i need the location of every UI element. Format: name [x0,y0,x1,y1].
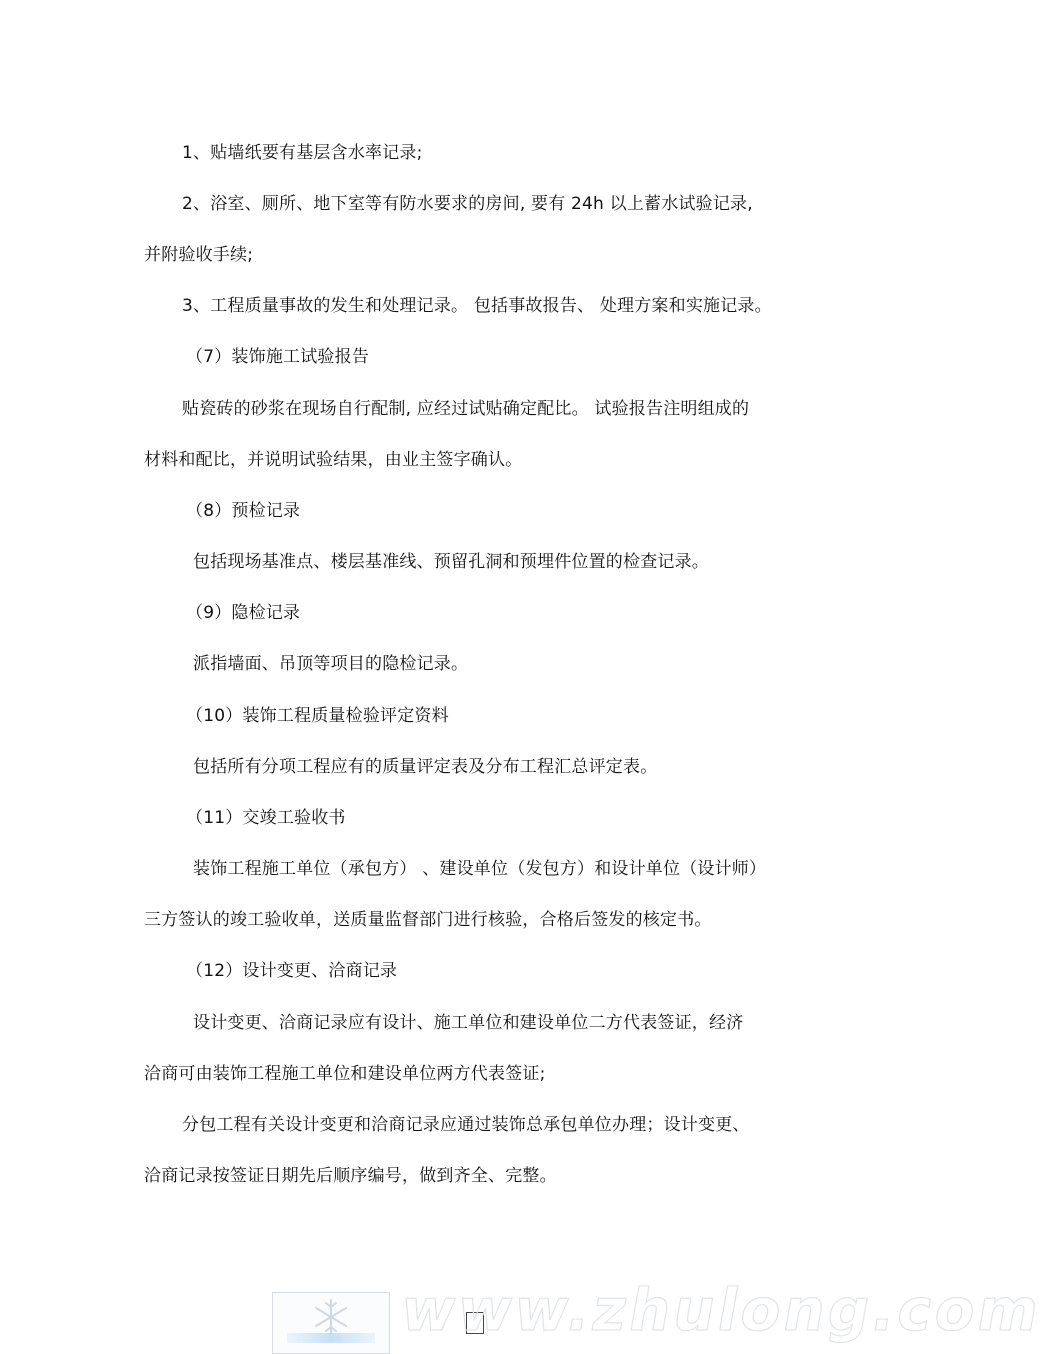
text-line-4: 3、工程质量事故的发生和处理记录。 包括事故报告、 处理方案和实施记录。 [182,296,772,316]
text-line-6: 贴瓷砖的砂浆在现场自行配制, 应经过试贴确定配比。 试验报告注明组成的 [182,399,750,419]
footer-logo-band [287,1333,375,1343]
text-line-13: 包括所有分项工程应有的质量评定表及分布工程汇总评定表。 [193,757,658,777]
snowflake-icon [311,1297,351,1337]
text-line-1: 1、贴墙纸要有基层含水率记录; [182,143,423,163]
text-line-7: 材料和配比，并说明试验结果，由业主签字确认。 [144,450,523,470]
text-line-11: 派指墙面、吊顶等项目的隐检记录。 [193,654,469,674]
text-line-16: 三方签认的竣工验收单，送质量监督部门进行核验，合格后签发的核定书。 [144,910,712,930]
text-line-20: 分包工程有关设计变更和洽商记录应通过装饰总承包单位办理；设计变更、 [182,1115,750,1135]
section-heading-9: （9）隐检记录 [186,603,301,623]
footer-logo-box [272,1292,390,1354]
text-line-18: 设计变更、洽商记录应有设计、施工单位和建设单位二方代表签证，经济 [193,1013,744,1033]
text-line-15: 装饰工程施工单位（承包方） 、建设单位（发包方）和设计单位（设计师） [193,859,767,879]
text-line-2: 2、浴室、厕所、地下室等有防水要求的房间, 要有 24h 以上蓄水试验记录, [182,194,753,214]
section-heading-10: （10）装饰工程质量检验评定资料 [186,706,449,726]
text-line-3: 并附验收手续; [144,245,254,265]
section-heading-12: （12）设计变更、洽商记录 [186,961,398,981]
section-heading-11: （11）交竣工验收书 [186,808,346,828]
text-line-19: 洽商可由装饰工程施工单位和建设单位两方代表签证; [144,1064,546,1084]
watermark-text: www.zhulong.com [396,1276,1048,1344]
section-heading-8: （8）预检记录 [186,501,301,521]
text-line-9: 包括现场基准点、楼层基准线、预留孔洞和预埋件位置的检查记录。 [193,552,709,572]
text-line-21: 洽商记录按签证日期先后顺序编号，做到齐全、完整。 [144,1166,557,1186]
section-heading-7: （7）装饰施工试验报告 [186,347,370,367]
